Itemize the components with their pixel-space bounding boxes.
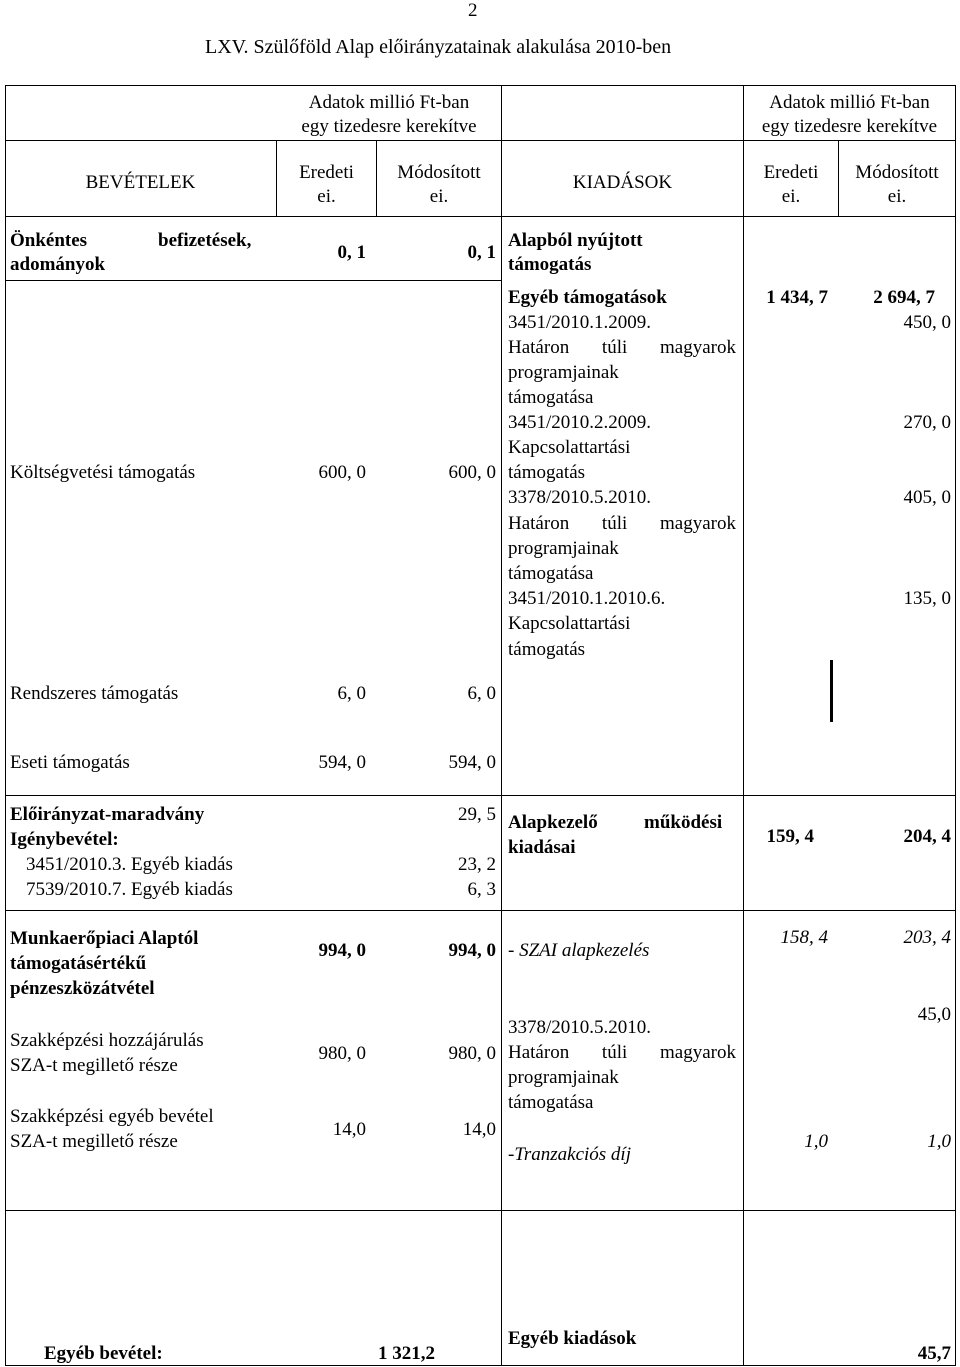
other-income-label: Egyéb bevétel: <box>44 1343 163 1364</box>
col-original-left-2: ei. <box>317 186 336 207</box>
col-original-right-2: ei. <box>781 186 801 207</box>
fund-manager-label-2: kiadásai <box>508 837 576 858</box>
other-support-line-13: Kapcsolattartási <box>508 613 631 634</box>
fund-manager-label-1b: működési <box>644 812 723 833</box>
units-left-line1: Adatok millió Ft-ban <box>308 92 470 113</box>
voluntary-label-1b: befizetések, <box>158 230 252 251</box>
other-support-line-9: Határon túli magyarok <box>508 513 736 534</box>
header-bottom-border <box>5 216 956 217</box>
col-original-left-1: Eredeti <box>299 162 354 183</box>
other-support-value-1: 450, 0 <box>903 312 951 333</box>
other-support-line-10: programjainak <box>508 538 619 559</box>
other-expenses-value: 45,7 <box>917 1343 951 1364</box>
expense-col-divider <box>743 85 744 1365</box>
other-support-line-1: 3451/2010.1.2009. <box>508 312 652 333</box>
other-support-line-2: Határon túli magyarok <box>508 337 736 358</box>
residual-item-2-value: 6, 3 <box>467 879 496 900</box>
decision-modified: 45,0 <box>917 1004 951 1025</box>
expense-value-divider <box>830 660 833 722</box>
other-support-line-8: 3378/2010.5.2010. <box>508 487 652 508</box>
units-right-line2: egy tizedesre kerekítve <box>761 116 938 137</box>
regular-support-original: 6, 0 <box>337 683 366 704</box>
other-support-value-2: 270, 0 <box>903 412 951 433</box>
other-support-line-6: Kapcsolattartási <box>508 437 631 458</box>
row-separator-bottom <box>5 1210 956 1211</box>
labour-fund-modified: 994, 0 <box>448 940 496 961</box>
vocational-other-modified: 14,0 <box>462 1119 496 1140</box>
other-income-value: 1 321,2 <box>378 1343 435 1364</box>
fund-manager-label-1: Alapkezelő <box>508 812 598 833</box>
col-modified-left-1: Módosított <box>397 162 481 183</box>
vocational-modified: 980, 0 <box>448 1043 496 1064</box>
voluntary-label-1: Önkéntes <box>10 230 88 251</box>
residual-value: 29, 5 <box>458 804 496 825</box>
residual-label: Előirányzat-maradvány <box>10 804 205 825</box>
budget-support-label: Költségvetési támogatás <box>10 462 196 483</box>
header-separator <box>5 140 956 141</box>
residual-item-1-value: 23, 2 <box>458 854 496 875</box>
budget-support-modified: 600, 0 <box>448 462 496 483</box>
row-separator-residual <box>5 910 956 911</box>
fund-manager-modified: 204, 4 <box>903 826 951 847</box>
vocational-label-1: Szakképzési hozzájárulás <box>10 1030 204 1051</box>
vocational-other-label-2: SZA-t megillető része <box>10 1131 178 1152</box>
regular-support-label: Rendszeres támogatás <box>10 683 179 704</box>
szai-original: 158, 4 <box>780 927 828 948</box>
other-support-line-4: támogatása <box>508 387 594 408</box>
residual-item-2: 7539/2010.7. Egyéb kiadás <box>26 879 233 900</box>
vocational-label-2: SZA-t megillető része <box>10 1055 178 1076</box>
voluntary-label-2: adományok <box>10 254 106 275</box>
transaction-fee-label: -Tranzakciós díj <box>508 1144 631 1165</box>
units-left-line2: egy tizedesre kerekítve <box>301 116 477 137</box>
residual-item-1: 3451/2010.3. Egyéb kiadás <box>26 854 233 875</box>
szai-label: - SZAI alapkezelés <box>508 940 650 961</box>
transaction-fee-original: 1,0 <box>804 1131 828 1152</box>
other-support-value-4: 135, 0 <box>903 588 951 609</box>
budget-support-original: 600, 0 <box>318 462 366 483</box>
table-top-border <box>5 85 956 86</box>
middle-divider <box>501 85 502 1365</box>
fund-support-label-1: Alapból nyújtott <box>508 230 643 251</box>
occasional-support-label: Eseti támogatás <box>10 752 130 773</box>
transaction-fee-modified: 1,0 <box>927 1131 951 1152</box>
other-support-value-3: 405, 0 <box>903 487 951 508</box>
other-support-line-14: támogatás <box>508 639 586 660</box>
col-modified-right-1: Módosított <box>855 162 939 183</box>
col-modified-left-2: ei. <box>429 186 449 207</box>
labour-fund-original: 994, 0 <box>318 940 366 961</box>
other-support-line-5: 3451/2010.2.2009. <box>508 412 652 433</box>
regular-support-modified: 6, 0 <box>467 683 496 704</box>
fund-manager-original: 159, 4 <box>766 826 814 847</box>
residual-usage-label: Igénybevétel: <box>10 829 119 850</box>
vocational-original: 980, 0 <box>318 1043 366 1064</box>
page-title: LXV. Szülőföld Alap előirányzatainak alakulása 2010-ben <box>205 36 672 58</box>
table-right-border <box>955 85 956 1366</box>
occasional-support-modified: 594, 0 <box>448 752 496 773</box>
row-separator-block <box>5 795 956 796</box>
revenue-heading: BEVÉTELEK <box>85 172 196 193</box>
page-number: 2 <box>468 0 478 21</box>
expense-heading: KIADÁSOK <box>572 172 673 193</box>
other-support-line-3: programjainak <box>508 362 619 383</box>
decision-line-1: 3378/2010.5.2010. <box>508 1017 652 1038</box>
other-support-original: 1 434, 7 <box>766 287 828 308</box>
vocational-other-label-1: Szakképzési egyéb bevétel <box>10 1106 214 1127</box>
vocational-other-original: 14,0 <box>332 1119 366 1140</box>
szai-modified: 203, 4 <box>903 927 951 948</box>
decision-line-3: programjainak <box>508 1067 619 1088</box>
col-modified-right-2: ei. <box>887 186 907 207</box>
other-expenses-label: Egyéb kiadások <box>508 1328 637 1349</box>
decision-line-4: támogatása <box>508 1092 594 1113</box>
row-separator-voluntary <box>5 280 501 281</box>
other-support-line-11: támogatása <box>508 563 594 584</box>
other-support-modified: 2 694, 7 <box>873 287 935 308</box>
fund-support-label-2: támogatás <box>508 254 592 275</box>
voluntary-original: 0, 1 <box>337 242 366 263</box>
decision-line-2: Határon túli magyarok <box>508 1042 736 1063</box>
labour-fund-label-2: támogatásértékű <box>10 953 147 974</box>
labour-fund-label-3: pénzeszközátvétel <box>10 978 155 999</box>
units-right-line1: Adatok millió Ft-ban <box>769 92 930 113</box>
labour-fund-label-1: Munkaerőpiaci Alaptól <box>10 928 199 949</box>
other-support-label: Egyéb támogatások <box>508 287 667 308</box>
other-support-line-7: támogatás <box>508 462 586 483</box>
table-left-border <box>5 85 6 1366</box>
occasional-support-original: 594, 0 <box>318 752 366 773</box>
col-original-right-1: Eredeti <box>763 162 819 183</box>
other-support-line-12: 3451/2010.1.2010.6. <box>508 588 666 609</box>
voluntary-modified: 0, 1 <box>467 242 496 263</box>
